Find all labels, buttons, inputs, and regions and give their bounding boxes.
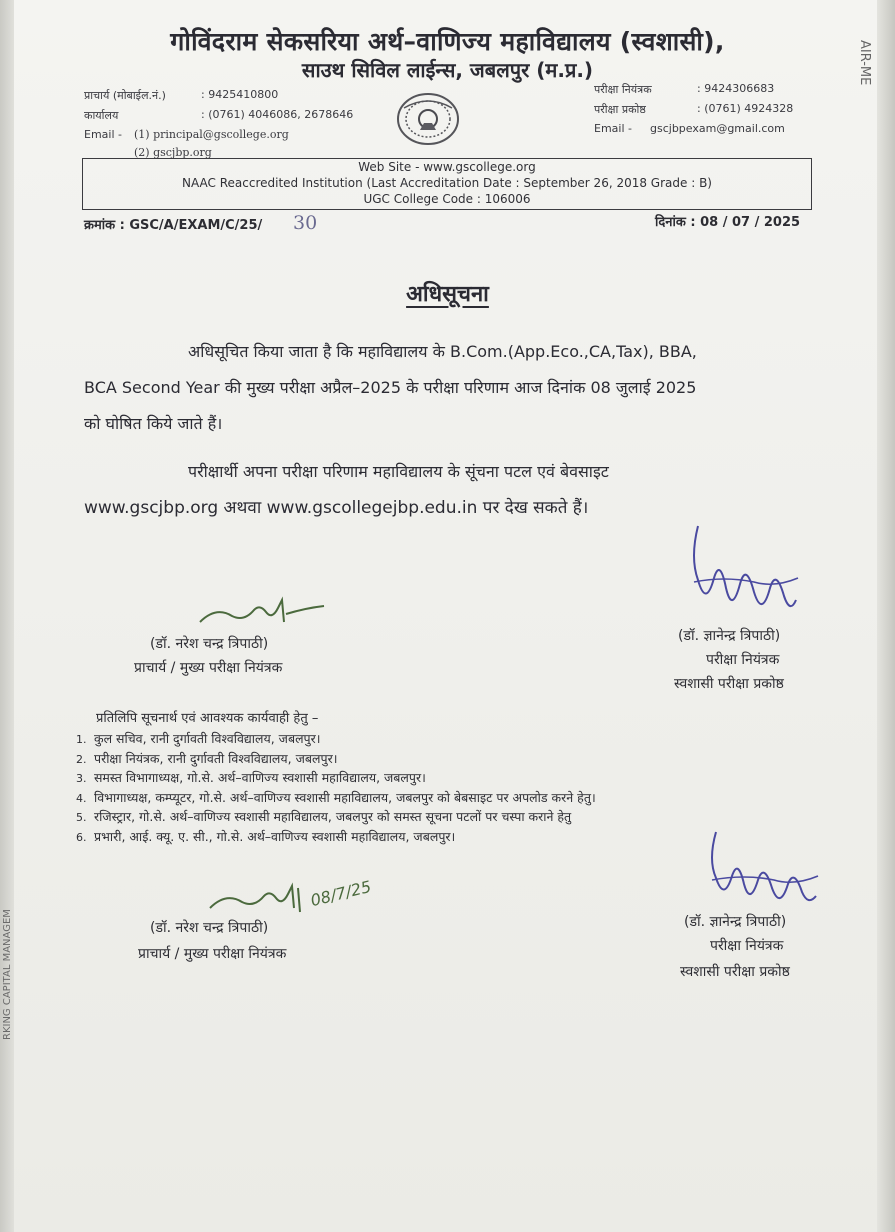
exam-cell-phone: : (0761) 4924328 <box>697 102 794 115</box>
principal-name-2: (डॉ. नरेश चन्द्र त्रिपाठी) <box>150 920 269 936</box>
ugc-code-line: UGC College Code : 106006 <box>363 192 531 206</box>
principal-name: (डॉ. नरेश चन्द्र त्रिपाठी) <box>150 636 269 652</box>
controller-office-2: स्वशासी परीक्षा प्रकोष्ठ <box>680 964 790 980</box>
list-item: 4. विभागाध्यक्ष, कम्प्यूटर, गो.से. अर्थ–वाणिज्य स्वशासी महाविद्यालय, जबलपुर को बेबसाइट पर अपलोड करने हेतु। <box>76 789 596 805</box>
reference-handwritten-number: 30 <box>293 212 318 234</box>
controller-name: (डॉ. ज्ञानेन्द्र त्रिपाठी) <box>678 628 781 644</box>
controller-name-2: (डॉ. ज्ञानेन्द्र त्रिपाठी) <box>684 914 787 930</box>
para2-line-1: परीक्षार्थी अपना परीक्षा परिणाम महाविद्यालय के सूंचना पटल एवं बेवसाइट <box>188 462 609 481</box>
college-address: साउथ सिविल लाईन्स, जबलपुर (म.प्र.) <box>301 58 594 82</box>
notice-title: अधिसूचना <box>406 282 489 307</box>
principal-phone-label: प्राचार्य (मोबाईल.नं.) <box>84 89 166 102</box>
list-item: 5. रजिस्ट्रार, गो.से. अर्थ–वाणिज्य स्वशासी महाविद्यालय, जबलपुर को समस्त सूचना पटलों पर चस्पा कराने हेतु <box>76 809 572 824</box>
copy-to-intro: प्रतिलिपि सूचनार्थ एवं आवश्यक कार्यवाही हेतु – <box>96 711 319 726</box>
principal-title: प्राचार्य / मुख्य परीक्षा नियंत्रक <box>134 660 283 676</box>
list-item: 6. प्रभारी, आई. क्यू. ए. सी., गो.से. अर्थ–वाणिज्य स्वशासी महाविद्यालय, जबलपुर। <box>76 828 456 844</box>
controller-office: स्वशासी परीक्षा प्रकोष्ठ <box>674 676 784 692</box>
reference-number: क्रमांक : GSC/A/EXAM/C/25/ <box>84 218 263 233</box>
controller-signature-2-icon <box>704 826 822 920</box>
controller-signature-icon <box>684 518 804 630</box>
office-phone: : (0761) 4046086, 2678646 <box>201 108 354 121</box>
office-phone-label: कार्यालय <box>84 109 119 122</box>
naac-line: NAAC Reaccredited Institution (Last Accreditation Date : September 26, 2018 Grade : B) <box>182 176 712 190</box>
page-right-edge <box>877 0 895 1232</box>
controller-title: परीक्षा नियंत्रक <box>706 652 780 668</box>
para1-line-1: अधिसूचित किया जाता है कि महाविद्यालय के B.Com.(App.Eco.,CA,Tax), BBA, <box>188 342 697 361</box>
para2-line-2: www.gscjbp.org अथवा www.gscollegejbp.edu.in पर देख सकते हैं। <box>84 498 589 518</box>
website-line: Web Site - www.gscollege.org <box>358 160 536 174</box>
margin-text-left: RKING CAPITAL MANAGEM <box>2 909 13 1040</box>
controller-title-2: परीक्षा नियंत्रक <box>710 938 784 954</box>
principal-email: (1) principal@gscollege.org <box>134 128 289 141</box>
copy-to-list <box>76 730 796 847</box>
list-item: 2. परीक्षा नियंत्रक, रानी दुर्गावती विश्वविद्यालय, जबलपुर। <box>76 750 338 766</box>
college-name-heading: गोविंदराम सेकसरिया अर्थ–वाणिज्य महाविद्यालय (स्वशासी), <box>170 27 725 56</box>
handwritten-date: 08/7/25 <box>308 876 374 911</box>
college-website-short: (2) gscjbp.org <box>134 146 212 159</box>
para1-line-2: BCA Second Year की मुख्य परीक्षा अप्रैल–2025 के परीक्षा परिणाम आज दिनांक 08 जुलाई 2025 <box>84 378 697 397</box>
exam-email-label: Email - <box>594 122 632 135</box>
list-item: 3. समस्त विभागाध्यक्ष, गो.से. अर्थ–वाणिज्य स्वशासी महाविद्यालय, जबलपुर। <box>76 770 426 785</box>
email-label: Email - <box>84 128 122 141</box>
notice-date: दिनांक : 08 / 07 / 2025 <box>655 215 801 230</box>
principal-title-2: प्राचार्य / मुख्य परीक्षा नियंत्रक <box>138 946 287 962</box>
para1-line-3: को घोषित किये जाते हैं। <box>84 414 223 433</box>
list-item: 1. कुल सचिव, रानी दुर्गावती विश्वविद्यालय, जबलपुर। <box>76 731 321 746</box>
exam-controller-phone: : 9424306683 <box>697 82 775 95</box>
college-emblem-icon <box>396 90 460 148</box>
exam-cell-label: परीक्षा प्रकोष्ठ <box>594 103 646 116</box>
accreditation-box <box>82 158 812 210</box>
exam-email: gscjbpexam@gmail.com <box>650 122 785 135</box>
exam-controller-label: परीक्षा नियंत्रक <box>594 83 652 96</box>
principal-signature-icon <box>196 592 330 634</box>
principal-phone: : 9425410800 <box>201 88 279 101</box>
margin-text-right: AIR-ME <box>857 40 872 86</box>
